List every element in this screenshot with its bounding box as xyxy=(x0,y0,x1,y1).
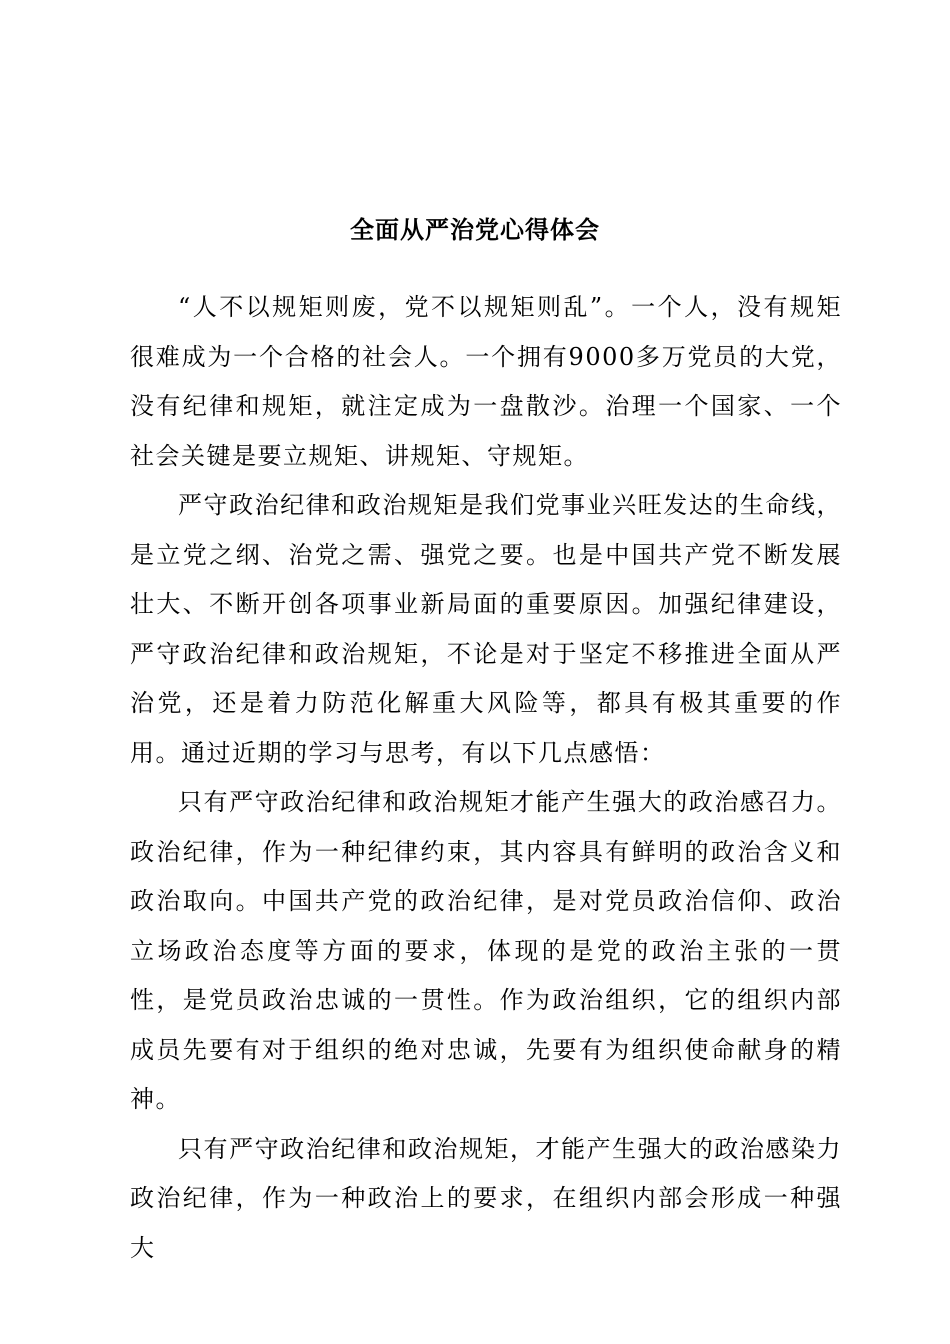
document-title: 全面从严治党心得体会 xyxy=(350,215,600,244)
paragraph-1: “人不以规矩则废，党不以规矩则乱”。一个人，没有规矩很难成为一个合格的社会人。一个拥有9000多万党员的大党，没有纪律和规矩，就注定成为一盘散沙。治理一个国家、一个社会关键是要立规矩、讲规矩、守规矩。 xyxy=(130,293,842,470)
paragraph-4: 只有严守政治纪律和政治规矩，才能产生强大的政治感染力政治纪律，作为一种政治上的要求，在组织内部会形成一种强大 xyxy=(130,1134,842,1262)
document-body xyxy=(130,283,842,1273)
paragraph-2: 严守政治纪律和政治规矩是我们党事业兴旺发达的生命线，是立党之纲、治党之需、强党之要。也是中国共产党不断发展壮大、不断开创各项事业新局面的重要原因。加强纪律建设，严守政治纪律和政治规矩，不论是对于坚定不移推进全面从严治党，还是着力防范化解重大风险等，都具有极其重要的作用。通过近期的学习与思考，有以下几点感悟： xyxy=(130,491,842,767)
paragraph-3: 只有严守政治纪律和政治规矩才能产生强大的政治感召力。政治纪律，作为一种纪律约束，其内容具有鲜明的政治含义和政治取向。中国共产党的政治纪律，是对党员政治信仰、政治立场政治态度等方面的要求，体现的是党的政治主张的一贯性，是党员政治忠诚的一贯性。作为政治组织，它的组织内部成员先要有对于组织的绝对忠诚，先要有为组织使命献身的精神。 xyxy=(130,788,842,1113)
